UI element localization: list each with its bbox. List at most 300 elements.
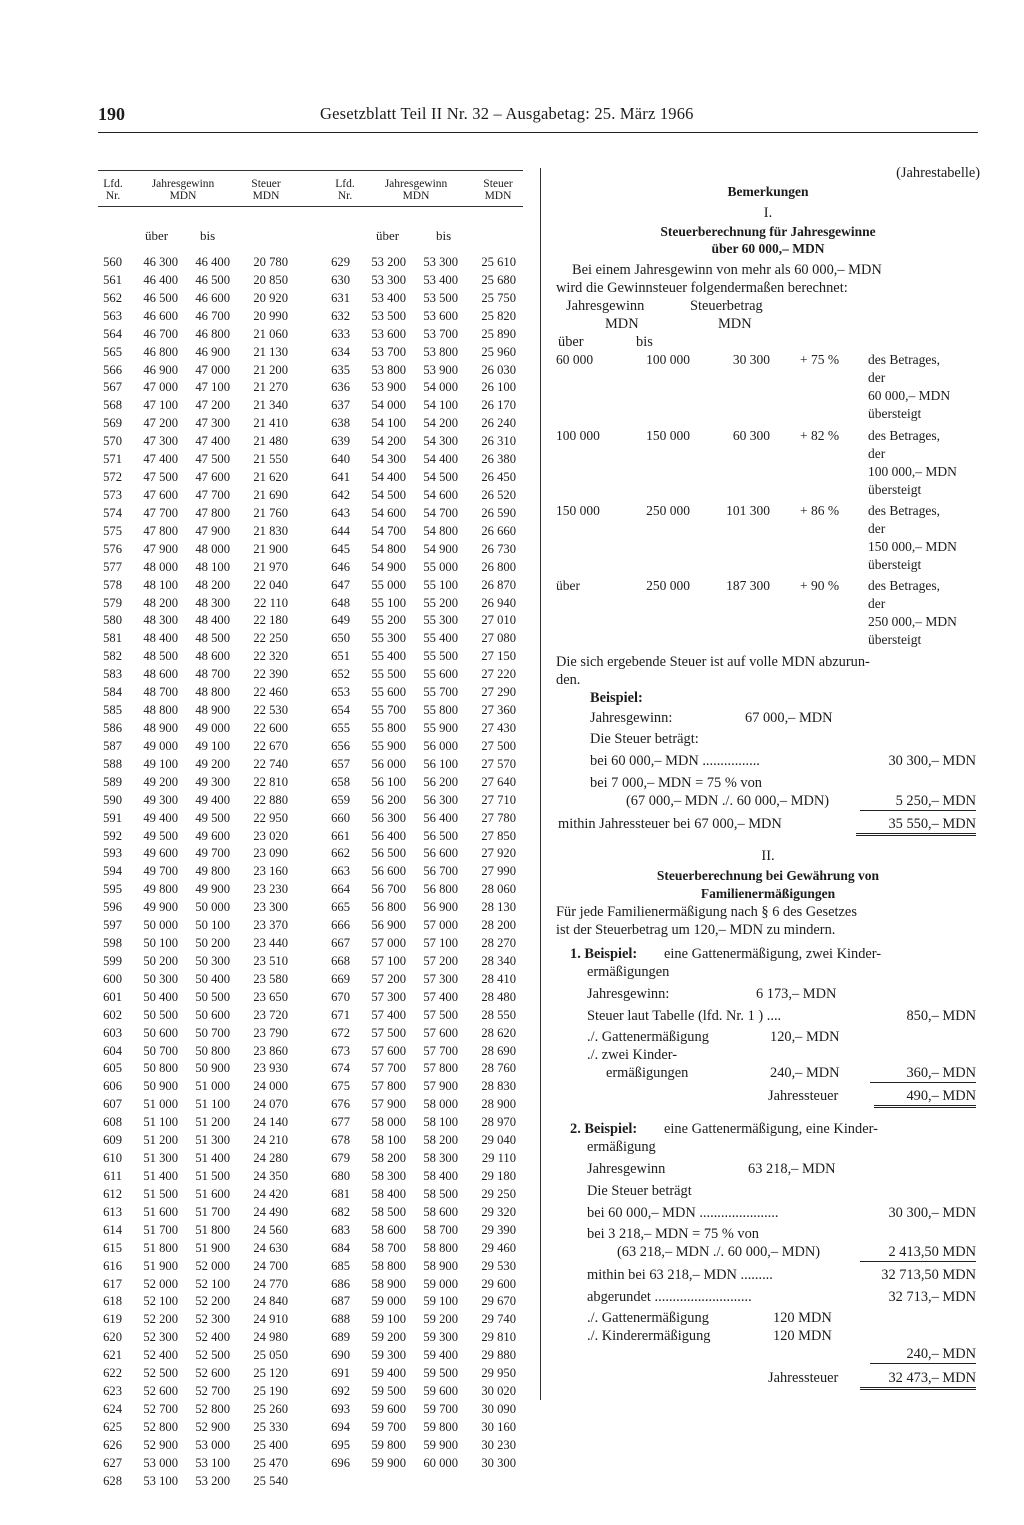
bis-cell: 55 900 bbox=[423, 720, 458, 735]
lfd-nr-cell: 687 bbox=[331, 1294, 350, 1309]
steuer-cell: 22 740 bbox=[253, 756, 288, 771]
ueber-cell: 49 900 bbox=[143, 900, 178, 915]
bracket-bis: 100 000 bbox=[646, 352, 690, 367]
bis-cell: 59 800 bbox=[423, 1419, 458, 1434]
lfd-nr-cell: 684 bbox=[331, 1240, 350, 1255]
lfd-nr-cell: 677 bbox=[331, 1115, 350, 1130]
bis-cell: 60 000 bbox=[423, 1455, 458, 1470]
lfd-nr-cell: 627 bbox=[103, 1455, 122, 1470]
table-row bbox=[326, 1419, 526, 1437]
table-header-steuer-left: Steuer MDN bbox=[251, 178, 281, 202]
table-row bbox=[326, 1383, 526, 1401]
ueber-cell: 52 800 bbox=[143, 1419, 178, 1434]
bis-cell: 54 400 bbox=[423, 452, 458, 467]
bis-cell: 54 300 bbox=[423, 434, 458, 449]
lfd-nr-cell: 696 bbox=[331, 1455, 350, 1470]
table-row bbox=[326, 362, 526, 380]
steuer-cell: 25 050 bbox=[253, 1348, 288, 1363]
rounding-note-line1: Die sich ergebende Steuer ist auf volle MDN abzurun- bbox=[556, 654, 870, 670]
lfd-nr-cell: 614 bbox=[103, 1222, 122, 1237]
tax-table-right bbox=[326, 254, 526, 1473]
steuer-cell: 29 460 bbox=[481, 1240, 516, 1255]
ueber-cell: 56 600 bbox=[371, 864, 406, 879]
table-row bbox=[326, 828, 526, 846]
ueber-cell: 50 400 bbox=[143, 989, 178, 1004]
ueber-cell: 55 900 bbox=[371, 738, 406, 753]
bis-cell: 51 500 bbox=[195, 1169, 230, 1184]
bis-cell: 46 400 bbox=[195, 255, 230, 269]
bracket-percent: + 86 % bbox=[800, 503, 840, 518]
ueber-cell: 46 700 bbox=[143, 326, 178, 341]
bracket-text-3: 150 000,– MDN bbox=[868, 539, 957, 554]
lfd-nr-cell: 567 bbox=[103, 380, 122, 395]
example-2-gatten-value: 120 MDN bbox=[773, 1310, 832, 1326]
lfd-nr-cell: 626 bbox=[103, 1437, 122, 1452]
table-row bbox=[326, 1043, 526, 1061]
bis-cell: 54 200 bbox=[423, 416, 458, 431]
lfd-nr-cell: 631 bbox=[331, 290, 350, 305]
lfd-nr-cell: 682 bbox=[331, 1204, 350, 1219]
bis-cell: 50 100 bbox=[195, 918, 230, 933]
bracket-betrag: 101 300 bbox=[726, 503, 770, 518]
bis-cell: 52 700 bbox=[195, 1384, 230, 1399]
table-row bbox=[326, 1222, 526, 1240]
steuer-cell: 21 760 bbox=[253, 505, 288, 520]
bis-cell: 51 000 bbox=[195, 1079, 230, 1094]
example-2-line3-label: (63 218,– MDN ./. 60 000,– MDN) bbox=[617, 1244, 821, 1260]
ueber-cell: 47 900 bbox=[143, 541, 178, 556]
ueber-cell: 49 400 bbox=[143, 810, 178, 825]
steuer-cell: 24 140 bbox=[253, 1115, 288, 1130]
lfd-nr-cell: 689 bbox=[331, 1330, 350, 1345]
bis-cell: 53 300 bbox=[423, 255, 458, 269]
table-row bbox=[326, 1329, 526, 1347]
steuer-cell: 22 320 bbox=[253, 649, 288, 664]
steuer-cell: 28 480 bbox=[481, 989, 516, 1004]
steuer-cell: 30 300 bbox=[481, 1455, 516, 1470]
ueber-cell: 53 900 bbox=[371, 380, 406, 395]
steuer-cell: 25 120 bbox=[253, 1366, 288, 1381]
lfd-nr-cell: 672 bbox=[331, 1025, 350, 1040]
bis-cell: 47 200 bbox=[195, 398, 230, 413]
lfd-nr-cell: 680 bbox=[331, 1169, 350, 1184]
example-2-jahresgewinn-label: Jahresgewinn bbox=[587, 1161, 666, 1177]
bis-cell: 50 500 bbox=[195, 989, 230, 1004]
table-row bbox=[326, 953, 526, 971]
table-row bbox=[98, 738, 298, 756]
ueber-cell: 50 100 bbox=[143, 936, 178, 951]
lfd-nr-cell: 669 bbox=[331, 971, 350, 986]
bis-cell: 47 500 bbox=[195, 452, 230, 467]
steuer-cell: 26 660 bbox=[481, 523, 516, 538]
ueber-cell: 52 900 bbox=[143, 1437, 178, 1452]
steuer-cell: 24 560 bbox=[253, 1222, 288, 1237]
ueber-cell: 58 600 bbox=[371, 1222, 406, 1237]
lfd-nr-cell: 606 bbox=[103, 1079, 122, 1094]
bracket-text-4: übersteigt bbox=[868, 632, 922, 647]
lfd-nr-cell: 597 bbox=[103, 918, 122, 933]
table-row bbox=[98, 971, 298, 989]
steuer-cell: 21 130 bbox=[253, 344, 288, 359]
steuer-cell: 29 390 bbox=[481, 1222, 516, 1237]
bracket-col-bis: bis bbox=[636, 334, 653, 350]
table-row bbox=[98, 1347, 298, 1365]
lfd-nr-cell: 630 bbox=[331, 272, 350, 287]
table-row bbox=[98, 1437, 298, 1455]
steuer-cell: 28 200 bbox=[481, 918, 516, 933]
bis-cell: 48 700 bbox=[195, 667, 230, 682]
ueber-cell: 53 700 bbox=[371, 344, 406, 359]
example-2-jahresgewinn-value: 63 218,– MDN bbox=[748, 1161, 836, 1177]
bis-cell: 46 900 bbox=[195, 344, 230, 359]
lfd-nr-cell: 582 bbox=[103, 649, 122, 664]
lfd-nr-cell: 620 bbox=[103, 1330, 122, 1345]
table-row bbox=[326, 1293, 526, 1311]
ueber-cell: 46 600 bbox=[143, 308, 178, 323]
ueber-cell: 47 000 bbox=[143, 380, 178, 395]
bis-cell: 58 100 bbox=[423, 1115, 458, 1130]
ueber-cell: 58 000 bbox=[371, 1115, 406, 1130]
steuer-cell: 29 670 bbox=[481, 1294, 516, 1309]
table-header-steuer-right: Steuer MDN bbox=[483, 178, 513, 202]
bis-cell: 58 300 bbox=[423, 1151, 458, 1166]
lfd-nr-cell: 624 bbox=[103, 1402, 122, 1416]
bis-cell: 49 200 bbox=[195, 756, 230, 771]
steuer-cell: 30 090 bbox=[481, 1402, 516, 1416]
table-row bbox=[98, 344, 298, 362]
bracket-ueber: 100 000 bbox=[556, 428, 600, 443]
lfd-nr-cell: 645 bbox=[331, 541, 350, 556]
bis-cell: 49 000 bbox=[195, 720, 230, 735]
lfd-nr-cell: 561 bbox=[103, 272, 122, 287]
example-2-line3-value: 2 413,50 MDN bbox=[860, 1244, 976, 1262]
steuer-cell: 26 940 bbox=[481, 595, 516, 610]
ueber-cell: 54 600 bbox=[371, 505, 406, 520]
table-row bbox=[98, 541, 298, 559]
table-row bbox=[98, 881, 298, 899]
table-row bbox=[326, 720, 526, 738]
bis-cell: 47 700 bbox=[195, 487, 230, 502]
lfd-nr-cell: 578 bbox=[103, 577, 122, 592]
lfd-nr-cell: 596 bbox=[103, 900, 122, 915]
bis-cell: 59 500 bbox=[423, 1366, 458, 1381]
bis-cell: 55 600 bbox=[423, 667, 458, 682]
lfd-nr-cell: 590 bbox=[103, 792, 122, 807]
ueber-cell: 58 200 bbox=[371, 1151, 406, 1166]
table-row bbox=[326, 379, 526, 397]
table-header-lfd-left: Lfd. Nr. bbox=[103, 178, 123, 202]
bis-cell: 52 100 bbox=[195, 1276, 230, 1291]
table-row bbox=[98, 487, 298, 505]
lfd-nr-cell: 694 bbox=[331, 1419, 350, 1434]
bis-cell: 55 700 bbox=[423, 685, 458, 700]
steuer-cell: 26 450 bbox=[481, 470, 516, 485]
table-row bbox=[98, 648, 298, 666]
steuer-cell: 22 040 bbox=[253, 577, 288, 592]
bis-cell: 55 800 bbox=[423, 703, 458, 718]
table-row bbox=[326, 648, 526, 666]
table-row bbox=[98, 630, 298, 648]
table-row bbox=[98, 720, 298, 738]
ueber-cell: 57 500 bbox=[371, 1025, 406, 1040]
lfd-nr-cell: 691 bbox=[331, 1366, 350, 1381]
ueber-cell: 52 700 bbox=[143, 1402, 178, 1416]
steuer-cell: 28 270 bbox=[481, 936, 516, 951]
example-2-desc-line1: eine Gattenermäßigung, eine Kinder- bbox=[664, 1121, 878, 1137]
bracket-text-4: übersteigt bbox=[868, 482, 922, 497]
bis-cell: 46 800 bbox=[195, 326, 230, 341]
page-header-title: Gesetzblatt Teil II Nr. 32 – Ausgabetag: 25. März 1966 bbox=[320, 104, 694, 123]
lfd-nr-cell: 685 bbox=[331, 1258, 350, 1273]
ueber-cell: 48 900 bbox=[143, 720, 178, 735]
lfd-nr-cell: 566 bbox=[103, 362, 122, 377]
bracket-col-mdn-1: MDN bbox=[605, 316, 639, 332]
steuer-cell: 23 370 bbox=[253, 918, 288, 933]
table-row bbox=[98, 469, 298, 487]
steuer-cell: 24 630 bbox=[253, 1240, 288, 1255]
ueber-cell: 55 300 bbox=[371, 631, 406, 646]
example-1-jahresgewinn-label: Jahresgewinn: bbox=[587, 986, 670, 1002]
bis-cell: 48 900 bbox=[195, 703, 230, 718]
ueber-cell: 57 900 bbox=[371, 1097, 406, 1112]
bracket-ueber: 150 000 bbox=[556, 503, 600, 518]
example-line2-label: bei 7 000,– MDN = 75 % von bbox=[590, 775, 762, 791]
example-2-line5-label: abgerundet ........................... bbox=[587, 1289, 752, 1305]
table-row bbox=[326, 774, 526, 792]
steuer-cell: 30 160 bbox=[481, 1419, 516, 1434]
ueber-cell: 53 800 bbox=[371, 362, 406, 377]
steuer-cell: 21 550 bbox=[253, 452, 288, 467]
table-row bbox=[326, 1276, 526, 1294]
lfd-nr-cell: 650 bbox=[331, 631, 350, 646]
table-row bbox=[98, 1258, 298, 1276]
lfd-nr-cell: 600 bbox=[103, 971, 122, 986]
steuer-cell: 29 530 bbox=[481, 1258, 516, 1273]
section-2-intro-line1: Für jede Familienermäßigung nach § 6 des Gesetzes bbox=[556, 904, 857, 920]
ueber-cell: 49 100 bbox=[143, 756, 178, 771]
ueber-cell: 56 800 bbox=[371, 900, 406, 915]
table-row bbox=[326, 1132, 526, 1150]
table-row bbox=[98, 1078, 298, 1096]
ueber-cell: 51 400 bbox=[143, 1169, 178, 1184]
steuer-cell: 22 670 bbox=[253, 738, 288, 753]
ueber-cell: 55 800 bbox=[371, 720, 406, 735]
bracket-text-2: der bbox=[868, 370, 886, 385]
steuer-cell: 25 890 bbox=[481, 326, 516, 341]
table-row bbox=[98, 1222, 298, 1240]
table-row bbox=[326, 1401, 526, 1419]
ueber-cell: 51 100 bbox=[143, 1115, 178, 1130]
bis-cell: 50 000 bbox=[195, 900, 230, 915]
bis-cell: 47 600 bbox=[195, 470, 230, 485]
table-row bbox=[326, 899, 526, 917]
bracket-text-1: des Betrages, bbox=[868, 578, 940, 593]
ueber-cell: 48 700 bbox=[143, 685, 178, 700]
lfd-nr-cell: 668 bbox=[331, 953, 350, 968]
bis-cell: 46 600 bbox=[195, 290, 230, 305]
table-row bbox=[326, 666, 526, 684]
bis-cell: 58 800 bbox=[423, 1240, 458, 1255]
steuer-cell: 24 490 bbox=[253, 1204, 288, 1219]
steuer-cell: 22 110 bbox=[253, 595, 288, 610]
ueber-cell: 47 200 bbox=[143, 416, 178, 431]
lfd-nr-cell: 608 bbox=[103, 1115, 122, 1130]
lfd-nr-cell: 623 bbox=[103, 1384, 122, 1399]
lfd-nr-cell: 601 bbox=[103, 989, 122, 1004]
steuer-cell: 28 620 bbox=[481, 1025, 516, 1040]
steuer-cell: 22 460 bbox=[253, 685, 288, 700]
ueber-cell: 46 400 bbox=[143, 272, 178, 287]
bracket-text-4: übersteigt bbox=[868, 557, 922, 572]
steuer-cell: 28 060 bbox=[481, 882, 516, 897]
steuer-cell: 28 830 bbox=[481, 1079, 516, 1094]
steuer-cell: 29 110 bbox=[481, 1151, 516, 1166]
lfd-nr-cell: 563 bbox=[103, 308, 122, 323]
example-jahresgewinn-label: Jahresgewinn: bbox=[590, 710, 673, 726]
steuer-cell: 21 620 bbox=[253, 470, 288, 485]
steuer-cell: 22 250 bbox=[253, 631, 288, 646]
table-row bbox=[326, 1114, 526, 1132]
bis-cell: 59 600 bbox=[423, 1384, 458, 1399]
table-row bbox=[326, 559, 526, 577]
bracket-text-1: des Betrages, bbox=[868, 503, 940, 518]
table-row bbox=[98, 1365, 298, 1383]
table-row bbox=[326, 917, 526, 935]
sub-header-ueber-left: über bbox=[145, 228, 169, 243]
lfd-nr-cell: 629 bbox=[331, 255, 350, 269]
table-row bbox=[98, 379, 298, 397]
section-2-title-line2: Familienermäßigungen bbox=[700, 886, 836, 901]
table-row bbox=[98, 1329, 298, 1347]
steuer-cell: 25 610 bbox=[481, 255, 516, 269]
steuer-cell: 30 230 bbox=[481, 1437, 516, 1452]
steuer-cell: 29 250 bbox=[481, 1186, 516, 1201]
steuer-cell: 27 360 bbox=[481, 703, 516, 718]
steuer-cell: 28 550 bbox=[481, 1007, 516, 1022]
bis-cell: 51 900 bbox=[195, 1240, 230, 1255]
steuer-cell: 29 320 bbox=[481, 1204, 516, 1219]
table-row bbox=[98, 863, 298, 881]
bis-cell: 52 500 bbox=[195, 1348, 230, 1363]
bracket-percent: + 75 % bbox=[800, 352, 840, 367]
steuer-cell: 25 260 bbox=[253, 1402, 288, 1416]
steuer-cell: 26 100 bbox=[481, 380, 516, 395]
table-row bbox=[326, 1240, 526, 1258]
sub-header-ueber-right: über bbox=[376, 228, 400, 243]
table-row bbox=[98, 505, 298, 523]
steuer-cell: 26 240 bbox=[481, 416, 516, 431]
table-row bbox=[98, 1240, 298, 1258]
lfd-nr-cell: 641 bbox=[331, 470, 350, 485]
ueber-cell: 46 500 bbox=[143, 290, 178, 305]
bis-cell: 55 500 bbox=[423, 649, 458, 664]
table-row bbox=[326, 290, 526, 308]
table-row bbox=[98, 810, 298, 828]
table-row bbox=[326, 1311, 526, 1329]
ueber-cell: 53 200 bbox=[371, 255, 406, 269]
bis-cell: 52 000 bbox=[195, 1258, 230, 1273]
bis-cell: 57 200 bbox=[423, 953, 458, 968]
section-2-number: II. bbox=[761, 848, 775, 864]
ueber-cell: 47 500 bbox=[143, 470, 178, 485]
steuer-cell: 23 020 bbox=[253, 828, 288, 843]
lfd-nr-cell: 580 bbox=[103, 613, 122, 628]
steuer-cell: 22 390 bbox=[253, 667, 288, 682]
lfd-nr-cell: 609 bbox=[103, 1133, 122, 1148]
bis-cell: 53 100 bbox=[195, 1455, 230, 1470]
example-2-line5-value: 32 713,– MDN bbox=[888, 1289, 976, 1305]
bis-cell: 59 000 bbox=[423, 1276, 458, 1291]
bis-cell: 58 900 bbox=[423, 1258, 458, 1273]
bis-cell: 53 800 bbox=[423, 344, 458, 359]
table-row bbox=[98, 1276, 298, 1294]
lfd-nr-cell: 651 bbox=[331, 649, 350, 664]
ueber-cell: 53 500 bbox=[371, 308, 406, 323]
lfd-nr-cell: 616 bbox=[103, 1258, 122, 1273]
bis-cell: 47 800 bbox=[195, 505, 230, 520]
lfd-nr-cell: 615 bbox=[103, 1240, 122, 1255]
steuer-cell: 23 510 bbox=[253, 953, 288, 968]
section-2-title-line1: Steuerberechnung bei Gewährung von bbox=[656, 868, 880, 883]
steuer-cell: 23 650 bbox=[253, 989, 288, 1004]
ueber-cell: 56 400 bbox=[371, 828, 406, 843]
steuer-cell: 24 910 bbox=[253, 1312, 288, 1327]
ueber-cell: 58 700 bbox=[371, 1240, 406, 1255]
lfd-nr-cell: 653 bbox=[331, 685, 350, 700]
table-row bbox=[98, 1204, 298, 1222]
example-title: Beispiel: bbox=[590, 690, 643, 706]
lfd-nr-cell: 662 bbox=[331, 846, 350, 861]
steuer-cell: 25 190 bbox=[253, 1384, 288, 1399]
bis-cell: 49 700 bbox=[195, 846, 230, 861]
ueber-cell: 59 000 bbox=[371, 1294, 406, 1309]
bis-cell: 52 900 bbox=[195, 1419, 230, 1434]
lfd-nr-cell: 610 bbox=[103, 1151, 122, 1166]
example-line1-label: bei 60 000,– MDN ................ bbox=[590, 753, 760, 769]
lfd-nr-cell: 571 bbox=[103, 452, 122, 467]
bis-cell: 50 400 bbox=[195, 971, 230, 986]
lfd-nr-cell: 584 bbox=[103, 685, 122, 700]
bis-cell: 55 200 bbox=[423, 595, 458, 610]
ueber-cell: 59 100 bbox=[371, 1312, 406, 1327]
bis-cell: 50 900 bbox=[195, 1061, 230, 1076]
table-row bbox=[326, 1078, 526, 1096]
example-2-gatten-label: ./. Gattenermäßigung bbox=[587, 1310, 709, 1326]
bis-cell: 59 300 bbox=[423, 1330, 458, 1345]
lfd-nr-cell: 638 bbox=[331, 416, 350, 431]
ueber-cell: 56 200 bbox=[371, 792, 406, 807]
ueber-cell: 58 900 bbox=[371, 1276, 406, 1291]
lfd-nr-cell: 664 bbox=[331, 882, 350, 897]
bracket-bis: 150 000 bbox=[646, 428, 690, 443]
ueber-cell: 50 200 bbox=[143, 953, 178, 968]
ueber-cell: 59 700 bbox=[371, 1419, 406, 1434]
ueber-cell: 50 800 bbox=[143, 1061, 178, 1076]
ueber-cell: 47 800 bbox=[143, 523, 178, 538]
table-row bbox=[98, 577, 298, 595]
steuer-cell: 27 920 bbox=[481, 846, 516, 861]
steuer-cell: 29 950 bbox=[481, 1366, 516, 1381]
steuer-cell: 25 400 bbox=[253, 1437, 288, 1452]
steuer-cell: 25 750 bbox=[481, 290, 516, 305]
bis-cell: 56 400 bbox=[423, 810, 458, 825]
bis-cell: 52 800 bbox=[195, 1402, 230, 1416]
lfd-nr-cell: 589 bbox=[103, 774, 122, 789]
table-row bbox=[98, 1383, 298, 1401]
ueber-cell: 54 800 bbox=[371, 541, 406, 556]
steuer-cell: 24 770 bbox=[253, 1276, 288, 1291]
bis-cell: 56 800 bbox=[423, 882, 458, 897]
